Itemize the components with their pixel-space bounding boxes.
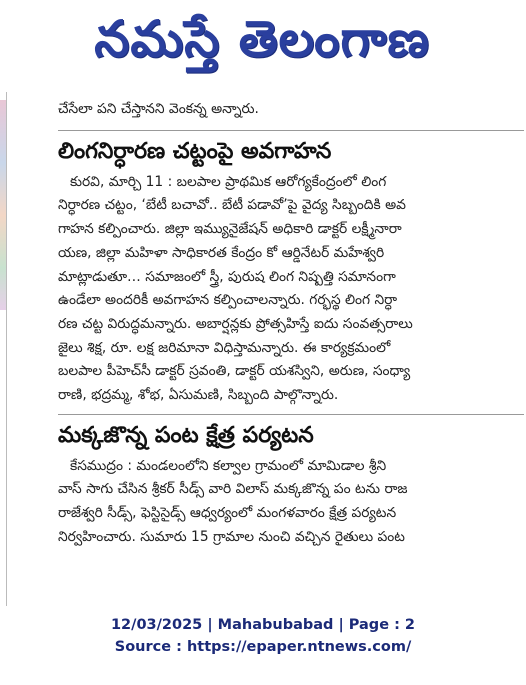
column-divider [0,92,7,606]
article-column [58,92,524,606]
story1-line: మాట్లాడుతూ… సమాజంలో స్త్రీ, పురుష లింగ నిష్పత్తి సమానంగా [58,268,396,285]
story1-headline: లింగనిర్ధారణ చట్టంపై అవగాహన [58,138,332,164]
masthead [0,0,526,82]
story2-line: కేసముద్రం : మండలంలోని కల్వాల గ్రామంలో మామిడాల శ్రీని [70,457,387,474]
separator-rule [58,414,524,415]
clipping-footer [0,614,526,658]
story1-line: కురవి, మార్చి 11 : బలపాల ప్రాథమిక ఆరోగ్యకేంద్రంలో లింగ [70,173,387,190]
source-info: Source : https://epaper.ntnews.com/ [114,639,412,655]
newspaper-logo: నమస్తే తెలంగాణ [94,10,430,68]
story2-line: రాజేశ్వరి సీడ్స్, ఫెస్టిసైడ్స్ ఆధ్వర్యంలో మంగళవారం క్షేత్ర పర్యటన [58,505,397,522]
story2-line: నిర్వహించారు. సుమారు 15 గ్రామాల నుంచి వచ్చిన రైతులు పంట [58,528,405,545]
story2-body [58,455,524,550]
story1-line: నిర్ధారణ చట్టం, ‘బేటీ బచావో.. బేటీ పడావో’పై వైద్య సిబ్బందికి అవ [58,197,406,214]
story1-line: యణ, జిల్లా మహిళా సాధికారత కేంద్రం కో ఆర్డినేటర్ మహేశ్వరి [58,244,385,261]
cut-off-text [58,92,524,94]
story2-line: వాస్ సాగు చేసిన శ్రీకర్ సీడ్స్ వారి విలాస్ మక్కజొన్న పం టను రాజ [58,481,408,498]
story1-line: బలపాల పీహెచ్‌సీ డాక్టర్ స్రవంతి, డాక్టర్ యశస్విని, అరుణ, సంధ్యా [58,363,411,380]
story1-line: రాణి, భద్రమ్మ, శోభ, ఏసుమణి, సిబ్బంది పాల్గొన్నారు. [58,387,339,404]
story1-line: ఉండేలా అందరికీ అవగాహన కల్పించాలన్నారు. గర్భస్థ లింగ నిర్ధా [58,292,398,309]
story2-headline: మక్కజొన్న పంట క్షేత్ర పర్యటన [58,422,314,448]
story1-line: గాహన కల్పించారు. జిల్లా ఇమ్యునైజేషన్ అధికారి డాక్టర్ లక్ష్మీనారా [58,221,402,238]
adjacent-column-strip [0,92,7,606]
newspaper-clipping [0,92,526,606]
story1-line: రణ చట్ట విరుద్ధమన్నారు. అబార్షన్లకు ప్రోత్సహిస్తే ఐదు సంవత్సరాలు [58,315,413,332]
separator-rule [58,130,524,131]
story1-line: జైలు శిక్ష, రూ. లక్ష జరిమానా విధిస్తామన్నారు. ఈ కార్యక్రమంలో [58,339,391,356]
lead-tail-text: చేసేలా పని చేస్తానని వెంకన్న అన్నారు. [58,101,259,117]
publication-info: 12/03/2025 | Mahabubabad | Page : 2 [110,617,416,633]
story1-body [58,171,524,408]
